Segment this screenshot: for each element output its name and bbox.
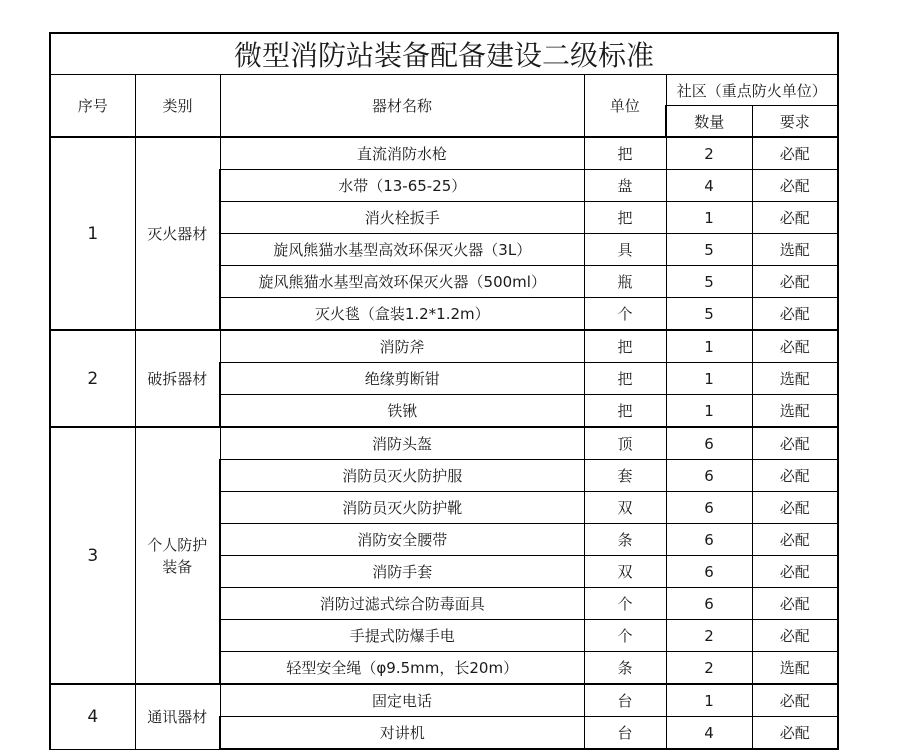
table-row xyxy=(50,684,838,717)
quantity-cell: 5 xyxy=(666,298,752,331)
table-row xyxy=(50,330,838,363)
unit-cell: 个 xyxy=(584,588,666,620)
quantity-cell: 6 xyxy=(666,588,752,620)
equipment-name-cell: 轻型安全绳（φ9.5mm，长20m） xyxy=(220,652,584,685)
requirement-cell: 选配 xyxy=(752,652,838,685)
requirement-cell: 必配 xyxy=(752,202,838,234)
equipment-name-cell: 消防头盔 xyxy=(220,427,584,460)
equipment-name-cell: 消火栓扳手 xyxy=(220,202,584,234)
header-requirement: 要求 xyxy=(752,106,838,138)
quantity-cell: 1 xyxy=(666,684,752,717)
unit-cell: 顶 xyxy=(584,427,666,460)
unit-cell: 双 xyxy=(584,492,666,524)
quantity-cell: 1 xyxy=(666,202,752,234)
equipment-name-cell: 旋风熊猫水基型高效环保灭火器（3L） xyxy=(220,234,584,266)
equipment-name-cell: 对讲机 xyxy=(220,717,584,750)
group-category-cell: 破拆器材 xyxy=(135,330,220,427)
unit-cell: 条 xyxy=(584,524,666,556)
requirement-cell: 必配 xyxy=(752,556,838,588)
equipment-name-cell: 消防员灭火防护靴 xyxy=(220,492,584,524)
requirement-cell: 必配 xyxy=(752,588,838,620)
quantity-cell: 2 xyxy=(666,620,752,652)
header-category: 类别 xyxy=(135,75,220,138)
requirement-cell: 必配 xyxy=(752,330,838,363)
requirement-cell: 必配 xyxy=(752,684,838,717)
unit-cell: 把 xyxy=(584,363,666,395)
equipment-name-cell: 消防手套 xyxy=(220,556,584,588)
equipment-name-cell: 铁锹 xyxy=(220,395,584,428)
equipment-name-cell: 直流消防水枪 xyxy=(220,137,584,170)
requirement-cell: 选配 xyxy=(752,234,838,266)
equipment-name-cell: 水带（13-65-25） xyxy=(220,170,584,202)
requirement-cell: 必配 xyxy=(752,137,838,170)
requirement-cell: 必配 xyxy=(752,524,838,556)
requirement-cell: 选配 xyxy=(752,395,838,428)
requirement-cell: 必配 xyxy=(752,298,838,331)
unit-cell: 把 xyxy=(584,137,666,170)
equipment-name-cell: 手提式防爆手电 xyxy=(220,620,584,652)
equipment-name-cell: 消防员灭火防护服 xyxy=(220,460,584,492)
unit-cell: 台 xyxy=(584,684,666,717)
unit-cell: 双 xyxy=(584,556,666,588)
requirement-cell: 必配 xyxy=(752,620,838,652)
equipment-name-cell: 消防安全腰带 xyxy=(220,524,584,556)
unit-cell: 盘 xyxy=(584,170,666,202)
equipment-name-cell: 消防斧 xyxy=(220,330,584,363)
quantity-cell: 1 xyxy=(666,363,752,395)
group-seq-cell: 3 xyxy=(50,427,135,684)
equipment-name-cell: 消防过滤式综合防毒面具 xyxy=(220,588,584,620)
unit-cell: 套 xyxy=(584,460,666,492)
group-category-cell: 通讯器材 xyxy=(135,684,220,749)
quantity-cell: 6 xyxy=(666,460,752,492)
quantity-cell: 6 xyxy=(666,492,752,524)
header-seq: 序号 xyxy=(50,75,135,138)
group-category-cell: 个人防护 装备 xyxy=(135,427,220,684)
quantity-cell: 6 xyxy=(666,556,752,588)
header-quantity: 数量 xyxy=(666,106,752,138)
group-seq-cell: 1 xyxy=(50,137,135,330)
equipment-name-cell: 旋风熊猫水基型高效环保灭火器（500ml） xyxy=(220,266,584,298)
group-category-cell: 灭火器材 xyxy=(135,137,220,330)
quantity-cell: 6 xyxy=(666,524,752,556)
requirement-cell: 必配 xyxy=(752,170,838,202)
requirement-cell: 必配 xyxy=(752,427,838,460)
unit-cell: 把 xyxy=(584,202,666,234)
table-row xyxy=(50,427,838,460)
quantity-cell: 6 xyxy=(666,427,752,460)
quantity-cell: 5 xyxy=(666,234,752,266)
equipment-standard-table xyxy=(49,32,839,750)
header-community-group: 社区（重点防火单位） xyxy=(666,75,838,106)
header-unit: 单位 xyxy=(584,75,666,138)
unit-cell: 个 xyxy=(584,298,666,331)
quantity-cell: 1 xyxy=(666,395,752,428)
table-title: 微型消防站装备配备建设二级标准 xyxy=(50,33,838,75)
unit-cell: 个 xyxy=(584,620,666,652)
quantity-cell: 4 xyxy=(666,717,752,750)
quantity-cell: 4 xyxy=(666,170,752,202)
table-row xyxy=(50,137,838,170)
unit-cell: 把 xyxy=(584,330,666,363)
unit-cell: 台 xyxy=(584,717,666,750)
unit-cell: 条 xyxy=(584,652,666,685)
quantity-cell: 2 xyxy=(666,137,752,170)
equipment-name-cell: 灭火毯（盒装1.2*1.2m） xyxy=(220,298,584,331)
unit-cell: 把 xyxy=(584,395,666,428)
requirement-cell: 必配 xyxy=(752,460,838,492)
quantity-cell: 2 xyxy=(666,652,752,685)
requirement-cell: 选配 xyxy=(752,363,838,395)
quantity-cell: 5 xyxy=(666,266,752,298)
equipment-name-cell: 绝缘剪断钳 xyxy=(220,363,584,395)
table-body xyxy=(50,137,838,749)
equipment-name-cell: 固定电话 xyxy=(220,684,584,717)
group-seq-cell: 2 xyxy=(50,330,135,427)
quantity-cell: 1 xyxy=(666,330,752,363)
requirement-cell: 必配 xyxy=(752,492,838,524)
unit-cell: 瓶 xyxy=(584,266,666,298)
requirement-cell: 必配 xyxy=(752,266,838,298)
group-seq-cell: 4 xyxy=(50,684,135,749)
header-equipment-name: 器材名称 xyxy=(220,75,584,138)
requirement-cell: 必配 xyxy=(752,717,838,750)
unit-cell: 具 xyxy=(584,234,666,266)
